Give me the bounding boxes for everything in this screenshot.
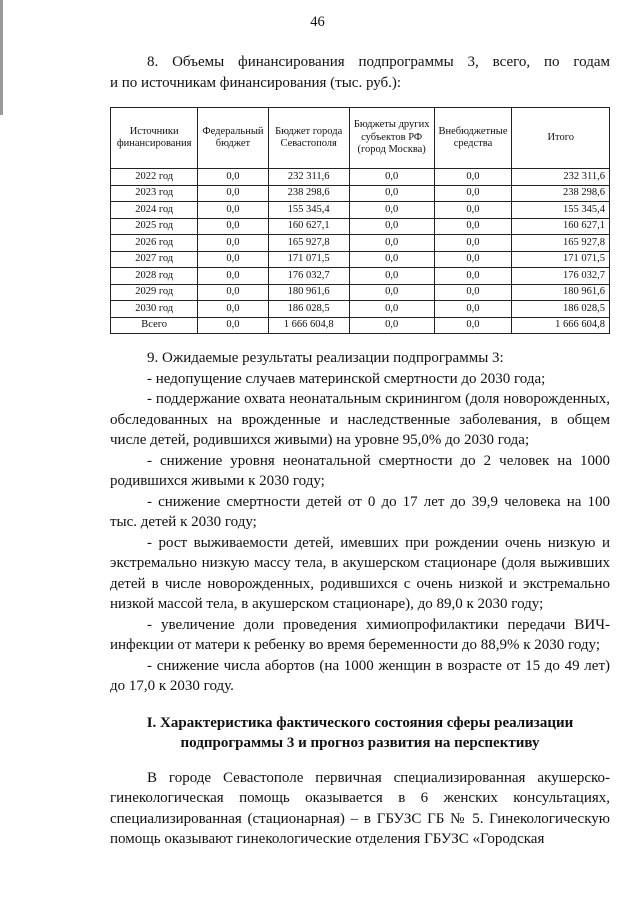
result-item: - поддержание охвата неонатальным скринингом (доля новорожденных, обследованных на врожденные и наследственные заболевания, в общем числе детей, родившихся живыми) на уровне 95,0% до 2030 года; bbox=[110, 391, 610, 448]
body-paragraph: В городе Севастополе первичная специализированная акушерско-гинекологическая помощь оказывается в 6 женских консультациях, специализированная (стационарная) – в ГБУЗС ГБ № 5. Гинекологическую помощь оказывают гинекологические отделения ГБУЗС «Городская bbox=[110, 769, 610, 847]
result-item: - снижение числа абортов (на 1000 женщин в возрасте от 15 до 49 лет) до 17,0 к 2030 году. bbox=[110, 657, 610, 694]
table-row bbox=[111, 185, 610, 202]
cell-extrabudgetary: 0,0 bbox=[434, 284, 512, 301]
cell-other: 0,0 bbox=[349, 185, 434, 202]
table-header-row bbox=[111, 108, 610, 169]
cell-extrabudgetary: 0,0 bbox=[434, 218, 512, 235]
cell-sevastopol: 160 627,1 bbox=[268, 218, 349, 235]
header-sevastopol: Бюджет города Севастополя bbox=[268, 108, 349, 169]
result-item: - снижение смертности детей от 0 до 17 лет до 39,9 человека на 100 тыс. детей к 2030 году; bbox=[110, 493, 610, 530]
table-row bbox=[111, 169, 610, 186]
cell-sevastopol: 238 298,6 bbox=[268, 185, 349, 202]
cell-total: 160 627,1 bbox=[512, 218, 610, 235]
cell-sevastopol: 165 927,8 bbox=[268, 235, 349, 252]
row-label: 2022 год bbox=[111, 169, 198, 186]
row-label: 2024 год bbox=[111, 202, 198, 219]
cell-extrabudgetary: 0,0 bbox=[434, 317, 512, 334]
result-item: - недопущение случаев материнской смертности до 2030 года; bbox=[147, 370, 546, 387]
cell-sevastopol: 155 345,4 bbox=[268, 202, 349, 219]
cell-total: 180 961,6 bbox=[512, 284, 610, 301]
cell-extrabudgetary: 0,0 bbox=[434, 301, 512, 318]
cell-other: 0,0 bbox=[349, 218, 434, 235]
cell-other: 0,0 bbox=[349, 251, 434, 268]
table-row bbox=[111, 268, 610, 285]
cell-total: 238 298,6 bbox=[512, 185, 610, 202]
cell-federal: 0,0 bbox=[198, 202, 268, 219]
header-federal: Федеральный бюджет bbox=[198, 108, 268, 169]
cell-total: 155 345,4 bbox=[512, 202, 610, 219]
cell-total: 165 927,8 bbox=[512, 235, 610, 252]
cell-extrabudgetary: 0,0 bbox=[434, 202, 512, 219]
cell-sevastopol: 232 311,6 bbox=[268, 169, 349, 186]
cell-other: 0,0 bbox=[349, 284, 434, 301]
cell-other: 0,0 bbox=[349, 301, 434, 318]
cell-other: 0,0 bbox=[349, 202, 434, 219]
row-label: Всего bbox=[111, 317, 198, 334]
table-row bbox=[111, 301, 610, 318]
section-heading-line1: I. Характеристика фактического состояния сферы реализации bbox=[146, 714, 574, 731]
cell-federal: 0,0 bbox=[198, 301, 268, 318]
row-label: 2030 год bbox=[111, 301, 198, 318]
row-label: 2027 год bbox=[111, 251, 198, 268]
cell-federal: 0,0 bbox=[198, 317, 268, 334]
header-sources: Источники финансирования bbox=[111, 108, 198, 169]
cell-other: 0,0 bbox=[349, 235, 434, 252]
table-row bbox=[111, 202, 610, 219]
section8-title-line1: 8. Объемы финансирования подпрограммы 3, всего, по годам bbox=[147, 54, 610, 70]
page-content bbox=[110, 52, 610, 850]
page-number: 46 bbox=[310, 14, 325, 30]
cell-total: 176 032,7 bbox=[512, 268, 610, 285]
result-item: - рост выживаемости детей, имевших при рождении очень низкую и экстремально низкую массу тела, в акушерском стационаре (доля выживших детей в числе новорожденных, родившихся с очень низкой и экстремально низкой массой тела, в акушерском стационаре), до 89,0 к 2030 году; bbox=[110, 534, 610, 612]
cell-extrabudgetary: 0,0 bbox=[434, 268, 512, 285]
cell-total: 1 666 604,8 bbox=[512, 317, 610, 334]
cell-other: 0,0 bbox=[349, 317, 434, 334]
row-label: 2029 год bbox=[111, 284, 198, 301]
cell-extrabudgetary: 0,0 bbox=[434, 251, 512, 268]
row-label: 2023 год bbox=[111, 185, 198, 202]
cell-sevastopol: 186 028,5 bbox=[268, 301, 349, 318]
result-item: - увеличение доли проведения химиопрофилактики передачи ВИЧ-инфекции от матери к ребенку во время беременности до 88,9% к 2030 году; bbox=[110, 616, 610, 653]
row-label: 2026 год bbox=[111, 235, 198, 252]
cell-federal: 0,0 bbox=[198, 185, 268, 202]
cell-sevastopol: 176 032,7 bbox=[268, 268, 349, 285]
table-row bbox=[111, 235, 610, 252]
cell-total: 171 071,5 bbox=[512, 251, 610, 268]
section-heading-line2: подпрограммы 3 и прогноз развития на перспективу bbox=[180, 735, 540, 751]
table-row-total bbox=[111, 317, 610, 334]
section8-title-line2: и по источникам финансирования (тыс. руб.): bbox=[110, 74, 402, 91]
cell-federal: 0,0 bbox=[198, 251, 268, 268]
financing-table bbox=[110, 107, 610, 334]
cell-federal: 0,0 bbox=[198, 284, 268, 301]
cell-extrabudgetary: 0,0 bbox=[434, 235, 512, 252]
cell-federal: 0,0 bbox=[198, 218, 268, 235]
header-total: Итого bbox=[512, 108, 610, 169]
cell-total: 232 311,6 bbox=[512, 169, 610, 186]
header-extrabudgetary: Внебюджетные средства bbox=[434, 108, 512, 169]
table-row bbox=[111, 284, 610, 301]
cell-total: 186 028,5 bbox=[512, 301, 610, 318]
cell-extrabudgetary: 0,0 bbox=[434, 185, 512, 202]
cell-federal: 0,0 bbox=[198, 235, 268, 252]
cell-extrabudgetary: 0,0 bbox=[434, 169, 512, 186]
row-label: 2025 год bbox=[111, 218, 198, 235]
section9-title: 9. Ожидаемые результаты реализации подпрограммы 3: bbox=[147, 350, 504, 366]
header-other-subjects: Бюджеты других субъектов РФ (город Москва) bbox=[349, 108, 434, 169]
cell-other: 0,0 bbox=[349, 268, 434, 285]
result-item: - снижение уровня неонатальной смертности до 2 человек на 1000 родившихся живыми к 2030 году; bbox=[110, 452, 610, 489]
section-heading bbox=[110, 713, 610, 754]
cell-federal: 0,0 bbox=[198, 268, 268, 285]
cell-sevastopol: 171 071,5 bbox=[268, 251, 349, 268]
cell-federal: 0,0 bbox=[198, 169, 268, 186]
cell-sevastopol: 1 666 604,8 bbox=[268, 317, 349, 334]
row-label: 2028 год bbox=[111, 268, 198, 285]
table-row bbox=[111, 218, 610, 235]
table-row bbox=[111, 251, 610, 268]
cell-other: 0,0 bbox=[349, 169, 434, 186]
cell-sevastopol: 180 961,6 bbox=[268, 284, 349, 301]
